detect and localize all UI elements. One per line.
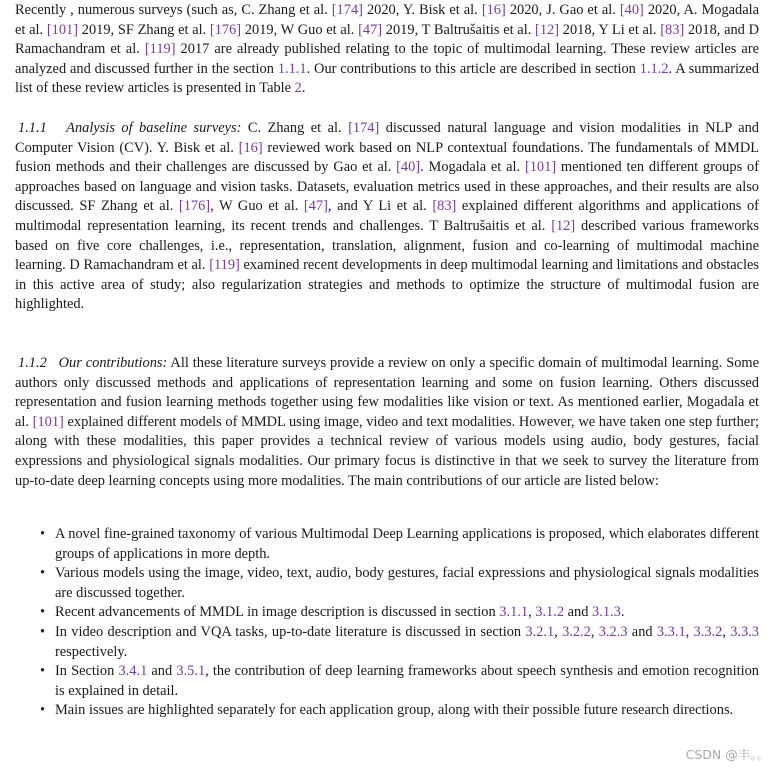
text-run: , W Guo et al.	[210, 198, 304, 215]
text-run: Recent advancements of MMDL in image description is discussed in section	[55, 604, 500, 621]
list-item	[15, 603, 759, 623]
section-body	[15, 355, 759, 489]
list-item	[15, 525, 759, 564]
text-run: . A summarized list of these review articles is presented in Table	[15, 60, 759, 97]
text-run: described various frameworks based on five core challenges, i.e., representation, translation, alignment, fusion and co-learning of multimodal machine learning. D Ramachandram et al.	[15, 217, 759, 274]
intro-paragraph	[15, 1, 759, 99]
reference-link[interactable]: 3.1.3	[592, 604, 621, 621]
reference-link[interactable]: 3.3.3	[730, 623, 759, 640]
section-title: Our contributions:	[58, 355, 168, 371]
section-number: 1.1.1	[18, 120, 47, 136]
text-run: .	[301, 80, 306, 97]
reference-link[interactable]: [40]	[396, 159, 421, 176]
text-run: 2020, A. Mogadala et al.	[15, 2, 760, 38]
bullet-icon: •	[40, 565, 46, 582]
text-run: 2020, Y. Bisk et al.	[362, 2, 482, 18]
section-1-1-2-paragraph	[15, 354, 759, 491]
reference-link[interactable]: [12]	[535, 21, 560, 38]
text-run: mentioned ten different groups of approaches based on language and vision tasks. Datasets, evaluation metrics used in these approaches, and their results are also discussed. SF Zhang et al.	[15, 159, 759, 215]
text-run: ,	[528, 604, 536, 621]
list-item	[15, 662, 759, 701]
reference-link[interactable]: 3.3.2	[693, 623, 723, 640]
text-run: , the contribution of deep learning frameworks about speech synthesis and emotion recognition is explained in detail.	[55, 663, 759, 699]
text-run: 2018, and D Ramachandram et al.	[15, 21, 759, 58]
text-run: ,	[554, 623, 563, 640]
reference-link[interactable]: [83]	[660, 21, 685, 38]
bullet-icon: •	[40, 526, 46, 542]
reference-link[interactable]: [176]	[209, 21, 242, 38]
text-run: ,	[685, 623, 694, 640]
text-run: In video description and VQA tasks, up-to-date literature is discussed in section	[55, 623, 526, 640]
bullet-icon: •	[40, 702, 46, 719]
reference-link[interactable]: 2	[294, 80, 302, 97]
text-run: and	[627, 623, 657, 640]
text-run: 2017 are already published relating to the topic of multimodal learning. These review articles are analyzed and discussed further in the section	[15, 41, 759, 77]
reference-link[interactable]: [47]	[303, 198, 328, 215]
text-run: In Section	[55, 663, 119, 680]
text-run: reviewed work based on NLP contextual foundations. The fundamentals of MMDL fusion methods and their challenges are discussed by Gao et al.	[15, 139, 760, 176]
reference-link[interactable]: [83]	[432, 198, 457, 215]
section-title: Analysis of baseline surveys:	[66, 120, 242, 136]
reference-link[interactable]: 3.2.2	[562, 623, 591, 640]
reference-link[interactable]: [16]	[238, 139, 263, 156]
list-item-text	[55, 604, 624, 620]
text-run: explained different models of MMDL using image, video and text modalities. However, we have taken one step further; along with these modalities, this paper provides a technical review of various models using audio, body gestures, facial expressions and physiological signals modalities. Our primary focus is distinctive in that we seek to survey the literature from up-to-date deep learning concepts using more modalities. The main contributions of our article are listed below:	[15, 413, 759, 489]
text-run: A novel fine-grained taxonomy of various Multimodal Deep Learning applications is proposed, which elaborates different groups of applications in more depth.	[55, 526, 759, 562]
reference-link[interactable]: 3.2.1	[525, 623, 555, 640]
reference-link[interactable]: [119]	[144, 41, 176, 58]
text-run: . Our contributions to this article are described in section	[306, 60, 640, 77]
reference-link[interactable]: [40]	[619, 2, 644, 18]
bullet-icon: •	[40, 623, 46, 640]
list-item-text	[55, 565, 759, 601]
text-run: 2019, W Guo et al.	[241, 21, 359, 38]
list-item	[15, 701, 759, 721]
text-run: 2019, T Baltrušaitis et al.	[382, 21, 536, 38]
reference-link[interactable]: [119]	[209, 257, 240, 274]
text-run: examined recent developments in deep multimodal learning and limitations and obstacles in this active area of study; also regularization strategies and methods to optimize the structure of multimodal fusion are highlighted.	[15, 257, 759, 313]
list-item-text	[55, 624, 759, 660]
text-run: explained different algorithms and applications of multimodal representation learning, its recent trends and challenges. T Baltrušaitis et al.	[15, 198, 759, 234]
bullet-icon: •	[40, 663, 46, 680]
reference-link[interactable]: [47]	[358, 21, 383, 38]
reference-link[interactable]: 3.2.3	[598, 623, 628, 640]
text-run: , and Y Li et al.	[327, 198, 433, 215]
reference-link[interactable]: 3.5.1	[176, 663, 206, 680]
reference-link[interactable]: [176]	[178, 198, 211, 215]
text-run: Main issues are highlighted separately for each application group, along with their possible future research directions.	[55, 702, 734, 719]
reference-link[interactable]: 1.1.1	[277, 60, 307, 77]
text-run: discussed natural language and vision modalities in NLP and Computer Vision (CV). Y. Bisk et al.	[15, 120, 759, 156]
text-run: 2019, SF Zhang et al.	[78, 21, 210, 38]
text-run: and	[147, 663, 177, 680]
reference-link[interactable]: [174]	[348, 120, 380, 136]
text-run: All these literature surveys provide a review on only a specific domain of multimodal learning. Some authors only discussed methods and applications of representation learning and some on fusion learning. Others discussed representation and fusion learning methods together using few modalities like vision or text. As mentioned earlier, Mogadala et al.	[15, 355, 759, 430]
text-run: Various models using the image, video, text, audio, body gestures, facial expressions and physiological signals modalities are discussed together.	[55, 565, 759, 601]
contributions-list	[15, 525, 759, 721]
reference-link[interactable]: [101]	[32, 413, 64, 430]
csdn-watermark: CSDN @丰。。	[685, 747, 769, 762]
text-run: Recently , numerous surveys (such as, C. Zhang et al.	[15, 2, 332, 18]
text-run: .	[620, 604, 625, 621]
text-run: ,	[590, 623, 599, 640]
section-1-1-1-paragraph	[15, 119, 759, 315]
bullet-icon: •	[40, 604, 46, 621]
list-item	[15, 623, 759, 662]
text-run: C. Zhang et al.	[241, 120, 349, 136]
text-run: . Mogadala et al.	[420, 159, 525, 176]
reference-link[interactable]: [101]	[46, 21, 79, 38]
reference-link[interactable]: 3.1.1	[499, 604, 529, 621]
text-run: respectively.	[55, 643, 128, 660]
list-item	[15, 564, 759, 603]
reference-link[interactable]: 3.3.1	[656, 623, 686, 640]
text-run: ,	[722, 623, 731, 640]
reference-link[interactable]: [16]	[481, 2, 506, 18]
reference-link[interactable]: [174]	[331, 2, 363, 18]
reference-link[interactable]: 3.4.1	[118, 663, 148, 680]
text-run: 2020, J. Gao et al.	[505, 2, 620, 18]
list-item-text	[55, 663, 759, 699]
reference-link[interactable]: [12]	[551, 217, 576, 234]
reference-link[interactable]: 1.1.2	[639, 60, 669, 77]
section-number: 1.1.2	[18, 355, 47, 371]
list-item-text	[55, 702, 733, 718]
section-body	[15, 120, 759, 312]
text-run: and	[564, 604, 593, 621]
list-item-text	[55, 526, 759, 562]
reference-link[interactable]: 3.1.2	[535, 604, 565, 621]
text-run: 2018, Y Li et al.	[559, 21, 661, 38]
reference-link[interactable]: [101]	[524, 159, 557, 176]
